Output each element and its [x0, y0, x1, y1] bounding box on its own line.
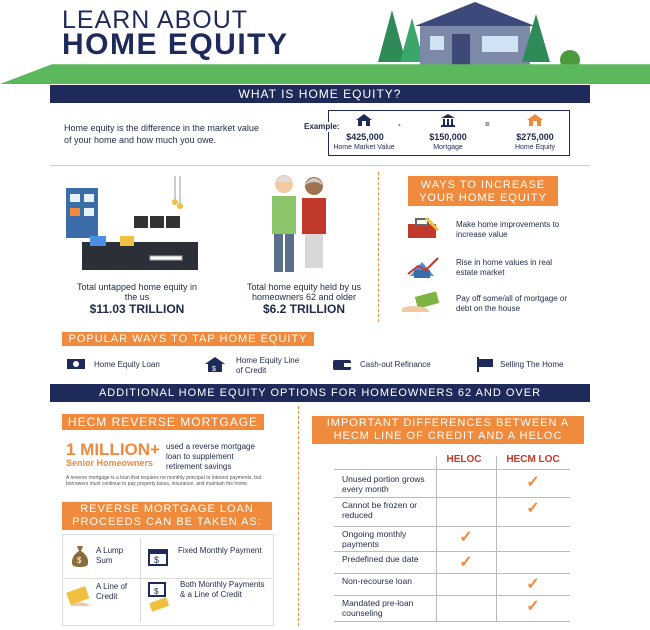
- calendar-card-icon: [146, 582, 172, 612]
- hecm-title: HECM REVERSE MORTGAGE: [62, 414, 264, 430]
- mortgage-label: Mortgage: [433, 144, 463, 151]
- proceeds-item-2: Fixed Monthly Payment: [178, 546, 262, 555]
- hecm-footnote: A reverse mortgage is a loan that requires no monthly principal or interest payments, but borrowers must continue to pay property taxes, insurance, and maintain the home.: [66, 475, 262, 487]
- money-bag-icon: [70, 544, 90, 568]
- increase-title: WAYS TO INCREASE YOUR HOME EQUITY: [408, 176, 558, 206]
- hecm-check-icon: ✓: [526, 576, 540, 593]
- proceeds-hdivider: [64, 578, 272, 579]
- proceeds-divider: [140, 538, 141, 622]
- untapped-text: Total untapped home equity in the us: [76, 282, 198, 302]
- proceeds-item-4: Both Monthly Payments & a Line of Credit: [180, 580, 265, 599]
- increase-item-3: Pay off some/all of mortgage or debt on the house: [456, 294, 568, 313]
- wallet-icon: [332, 358, 352, 370]
- table-row: [334, 574, 570, 596]
- equity-house-icon: [526, 113, 544, 127]
- table-row: [334, 472, 570, 498]
- senior-couple-illustration: [262, 172, 336, 278]
- table-row: [334, 552, 570, 574]
- proceeds-item-3: A Line of Credit: [96, 582, 128, 601]
- heloc-check-icon: ✓: [459, 554, 473, 571]
- house-icon: [355, 113, 373, 127]
- hecm-big-number: 1 MILLION+: [66, 440, 160, 459]
- increase-item-1: Make home improvements to increase value: [456, 220, 560, 239]
- definition-text: Home equity is the difference in the market value of your home and how much you owe.: [64, 123, 259, 145]
- hecm-big-text: used a reverse mortgage loan to supplement retirement savings: [166, 442, 255, 471]
- table-top-line: [334, 469, 570, 470]
- svg-text:$: $: [212, 366, 216, 372]
- row-label: Mandated pre-loan counseling: [342, 598, 414, 618]
- heloc-header: HELOC: [446, 454, 482, 465]
- market-value: $425,000: [346, 132, 384, 142]
- seniors-text: Total home equity held by us homeowners 62 and older: [246, 282, 362, 302]
- living-room-illustration: [62, 176, 212, 276]
- heloc-check-icon: ✓: [459, 529, 473, 546]
- popular-item-1: Home Equity Loan: [94, 360, 160, 369]
- increase-item-2: Rise in home values in real estate market: [456, 258, 553, 277]
- row-label: Non-recourse loan: [342, 576, 412, 586]
- cash-icon: [66, 358, 86, 370]
- house-dollar-icon: [204, 356, 226, 372]
- hecm-check-icon: ✓: [526, 474, 540, 491]
- svg-text:$: $: [154, 587, 159, 596]
- calendar-dollar-icon: [148, 548, 168, 566]
- svg-text:$: $: [154, 555, 160, 565]
- row-label: Ongoing monthly payments: [342, 529, 407, 549]
- table-row: [334, 596, 570, 622]
- credit-card-icon: [66, 586, 92, 606]
- hecm-check-icon: ✓: [526, 598, 540, 615]
- equity-label: Home Equity: [514, 144, 556, 151]
- row-label: Unused portion grows every month: [342, 474, 425, 494]
- differences-title: IMPORTANT DIFFERENCES BETWEEN A HECM LINE OF CREDIT AND A HELOC: [312, 416, 584, 444]
- mortgage-value: $150,000: [429, 132, 467, 142]
- market-label: Home Market Value: [333, 144, 395, 151]
- equity-value: $275,000: [516, 132, 554, 142]
- proceeds-item-1: A Lump Sum: [96, 546, 124, 565]
- minus-sign: -: [398, 120, 401, 129]
- rising-home-icon: [406, 256, 442, 280]
- bank-icon: [440, 113, 456, 127]
- for-sale-sign-icon: [474, 356, 494, 372]
- divider: [50, 165, 590, 166]
- grass-strip: [0, 62, 650, 84]
- row-label: Cannot be frozen or reduced: [342, 500, 418, 520]
- title-line-2: HOME EQUITY: [62, 28, 289, 61]
- vertical-divider: [378, 172, 379, 322]
- additional-title: ADDITIONAL HOME EQUITY OPTIONS FOR HOMEOWNERS 62 AND OVER: [50, 384, 590, 402]
- what-is-title: WHAT IS HOME EQUITY?: [50, 85, 590, 103]
- table-row: [334, 527, 570, 552]
- popular-item-4: Selling The Home: [500, 360, 564, 369]
- proceeds-title: REVERSE MORTGAGE LOAN PROCEEDS CAN BE TAKEN AS:: [62, 502, 272, 530]
- example-label: Example:: [304, 122, 340, 131]
- toolbox-icon: [406, 216, 442, 240]
- popular-item-2: Home Equity Line of Credit: [236, 356, 300, 375]
- differences-divider: [298, 406, 299, 626]
- seniors-value: $6.2 TRILLION: [262, 302, 345, 316]
- money-hand-icon: [400, 290, 444, 314]
- popular-title: POPULAR WAYS TO TAP HOME EQUITY: [62, 332, 314, 346]
- untapped-value: $11.03 TRILLION: [89, 302, 185, 316]
- hecm-loc-header: HECM LOC: [506, 454, 560, 465]
- hecm-check-icon: ✓: [526, 500, 540, 517]
- table-row: [334, 498, 570, 527]
- equals-sign: =: [485, 120, 490, 129]
- title-line-1: LEARN ABOUT: [62, 6, 249, 34]
- row-label: Predefined due date: [342, 554, 419, 564]
- popular-item-3: Cash-out Refinance: [360, 360, 431, 369]
- svg-text:$: $: [77, 556, 82, 565]
- hecm-big-sub: Senior Homeowners: [66, 458, 154, 468]
